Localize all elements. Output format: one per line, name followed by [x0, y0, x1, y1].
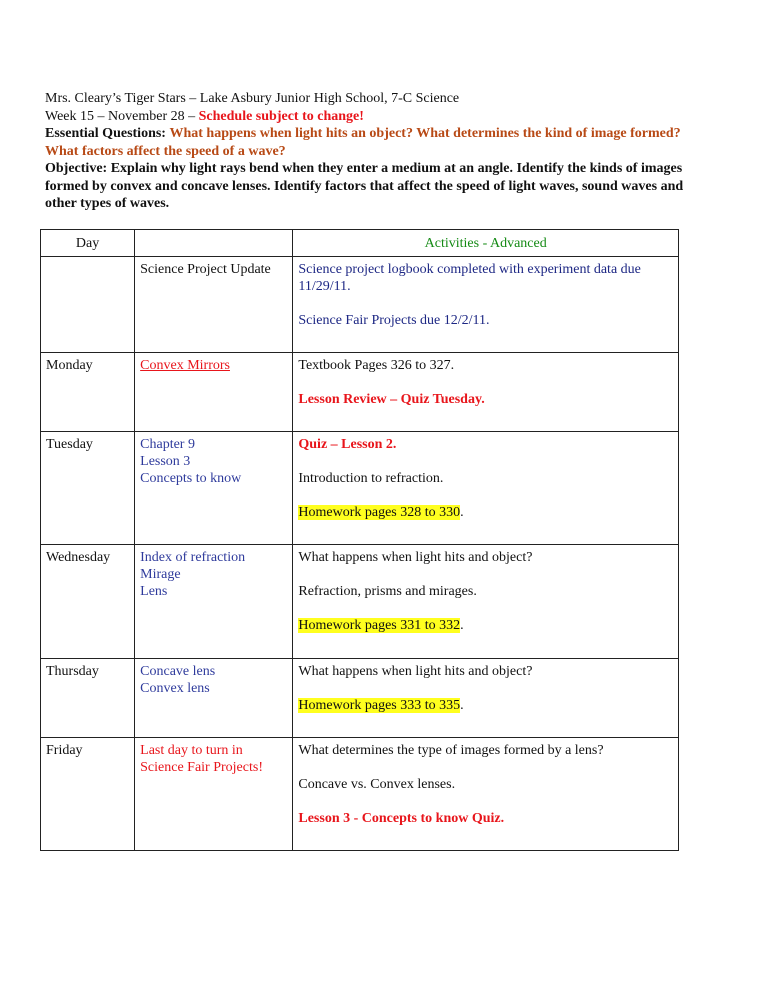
- essential-questions-text: What happens when light hits an object? What determines the kind of image formed? What factors affect the speed of a wave?: [45, 126, 681, 159]
- table-header-row: [41, 230, 679, 257]
- topic-line: Chapter 9: [140, 437, 195, 452]
- topic-line: Concave lens: [140, 664, 216, 679]
- header-day: Day: [41, 230, 135, 257]
- topic-line: Concepts to know: [140, 471, 242, 486]
- day-cell: Tuesday: [41, 432, 135, 545]
- topic-line: Mirage: [140, 567, 181, 582]
- period: .: [460, 505, 464, 520]
- homework-highlight: Homework pages 331 to 332: [298, 618, 461, 633]
- activities-cell: [293, 353, 679, 432]
- table-row: [41, 353, 679, 432]
- schedule-table: [40, 229, 679, 851]
- activities-cell: [293, 257, 679, 353]
- week-date: Week 15 – November 28 –: [45, 108, 199, 124]
- activity-line: Quiz – Lesson 2.: [298, 437, 397, 452]
- topic-line: Lens: [140, 584, 168, 599]
- homework-line: [298, 504, 673, 521]
- topic-line: Last day to turn in: [140, 743, 243, 758]
- activity-line: Science Fair Projects due 12/2/11.: [298, 313, 490, 328]
- activity-line: What happens when light hits and object?: [298, 664, 533, 679]
- day-cell: Thursday: [41, 659, 135, 738]
- topic-cell: Science Project Update: [135, 257, 293, 353]
- activity-line: Science project logbook completed with experiment data due 11/29/11.: [298, 262, 641, 294]
- class-title: Mrs. Cleary’s Tiger Stars – Lake Asbury Junior High School, 7-C Science: [45, 91, 460, 106]
- essential-questions-label: Essential Questions:: [45, 126, 166, 141]
- table-row: [41, 738, 679, 851]
- header-activities: Activities - Advanced: [293, 230, 679, 257]
- activity-line: Textbook Pages 326 to 327.: [298, 358, 455, 373]
- activity-line: Lesson Review – Quiz Tuesday.: [298, 392, 485, 407]
- activities-cell: [293, 545, 679, 659]
- table-row: [41, 659, 679, 738]
- day-cell: Wednesday: [41, 545, 135, 659]
- day-cell: [41, 257, 135, 353]
- table-row: [41, 545, 679, 659]
- activities-cell: [293, 432, 679, 545]
- activities-cell: [293, 738, 679, 851]
- table-row: [41, 257, 679, 353]
- topic-line: Lesson 3: [140, 454, 191, 469]
- activity-line: Introduction to refraction.: [298, 471, 444, 486]
- table-row: [41, 432, 679, 545]
- activity-line: Lesson 3 - Concepts to know Quiz.: [298, 811, 505, 826]
- day-cell: Friday: [41, 738, 135, 851]
- period: .: [460, 618, 464, 633]
- topic-cell: [135, 545, 293, 659]
- activity-line: What happens when light hits and object?: [298, 550, 533, 565]
- week-line: [45, 108, 695, 126]
- activities-cell: [293, 659, 679, 738]
- topic-line: Index of refraction: [140, 550, 246, 565]
- day-cell: Monday: [41, 353, 135, 432]
- topic-line: Convex lens: [140, 681, 210, 696]
- objective: Objective: Explain why light rays bend when they enter a medium at an angle. Identify the kinds of images formed by convex and concave lenses. Identify factors that affect the speed of light waves, sound waves and other types of waves.: [45, 161, 684, 211]
- homework-highlight: Homework pages 333 to 335: [298, 698, 461, 713]
- homework-line: [298, 617, 673, 634]
- activity-line: Concave vs. Convex lenses.: [298, 777, 456, 792]
- schedule-notice: Schedule subject to change!: [198, 108, 364, 124]
- topic-cell: [135, 738, 293, 851]
- activity-line: What determines the type of images formed by a lens?: [298, 743, 604, 758]
- activity-line: Refraction, prisms and mirages.: [298, 584, 477, 599]
- homework-highlight: Homework pages 328 to 330: [298, 505, 461, 520]
- header-topic: [135, 230, 293, 257]
- topic-line: Science Fair Projects!: [140, 760, 263, 775]
- essential-questions: [45, 125, 695, 160]
- topic-cell: Convex Mirrors: [135, 353, 293, 432]
- document-header: [45, 90, 695, 213]
- topic-cell: [135, 659, 293, 738]
- topic-cell: [135, 432, 293, 545]
- homework-line: [298, 697, 673, 714]
- period: .: [460, 698, 464, 713]
